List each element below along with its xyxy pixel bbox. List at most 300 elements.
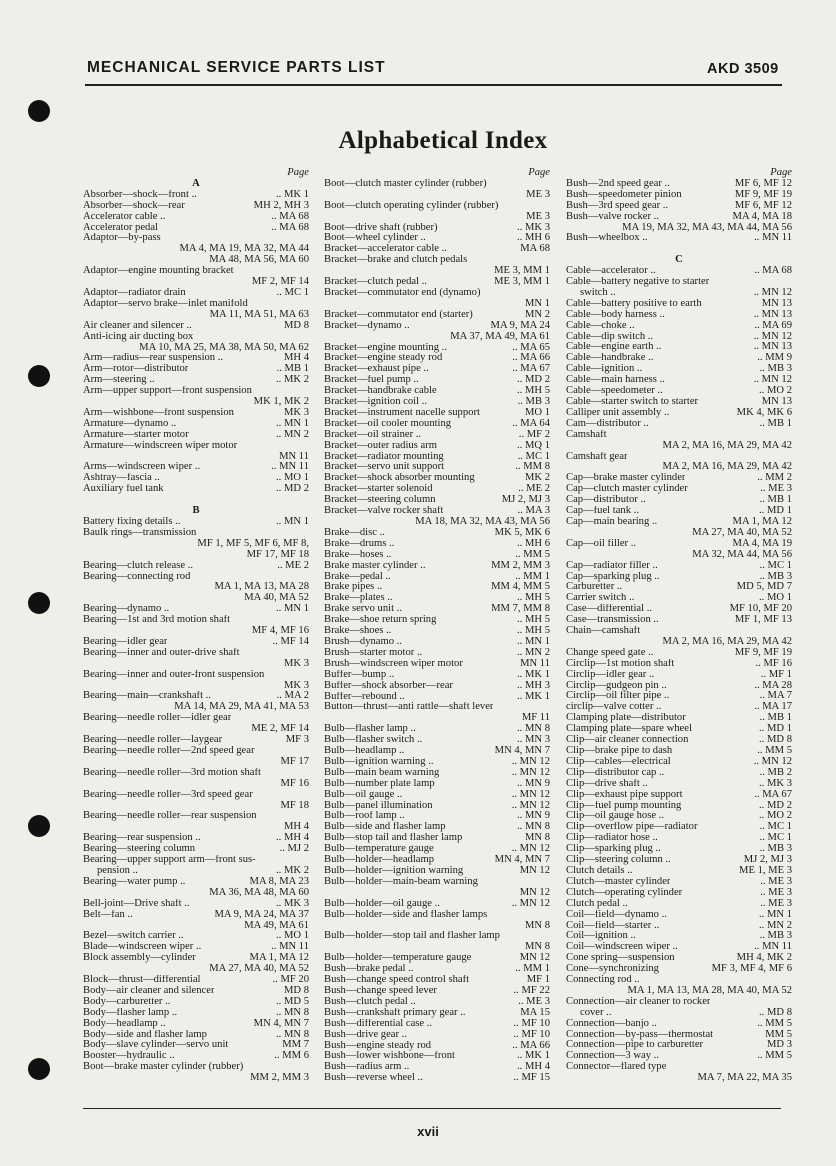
- entry-page-ref: .. ME 3: [760, 886, 792, 898]
- entry-name: Ashtray—fascia ..: [83, 473, 160, 484]
- entry-name: Bulb—holder—main-beam warning: [324, 876, 478, 887]
- entry-page-ref: MN 4, MN 7: [253, 1017, 309, 1029]
- entry-page-ref: .. MD 1: [759, 723, 792, 735]
- entry-name: Cable—engine earth ..: [566, 342, 662, 353]
- entry-name: Boot—clutch operating cylinder (rubber): [324, 200, 499, 211]
- entry-name: Bearing—dynamo ..: [83, 604, 170, 615]
- entry-page-ref: MK 3: [283, 657, 309, 669]
- index-entry: [566, 419, 792, 430]
- entry-page-ref: MA 8, MA 23: [249, 875, 309, 887]
- entry-name: Cap—brake master cylinder: [566, 473, 686, 484]
- index-entry: [324, 855, 550, 866]
- entry-name: Bracket—valve rocker shaft: [324, 506, 444, 517]
- entry-page-ref: .. MB 3: [759, 930, 792, 942]
- index-entry: [83, 790, 309, 801]
- entry-page-ref: MF 9, MF 19: [734, 646, 792, 658]
- entry-page-ref: MN 12: [519, 886, 550, 898]
- entry-name: Bush—radius arm ..: [324, 1062, 410, 1073]
- entry-page-ref: .. MA 68: [271, 210, 309, 222]
- entry-name: Clip—air cleaner connection: [566, 735, 689, 746]
- entry-name: Brush—starter motor ..: [324, 647, 423, 658]
- entry-page-ref: MK 1, MK 2: [253, 396, 309, 408]
- entry-page-ref: .. MN 12: [511, 843, 550, 855]
- index-entry: [83, 397, 309, 408]
- entry-name: Case—differential ..: [566, 604, 652, 615]
- entry-name: Bearing—main—crankshaft ..: [83, 691, 211, 702]
- index-entry: [324, 964, 550, 975]
- index-column-1: [83, 168, 309, 1084]
- entry-name: Cam—distributor ..: [566, 418, 649, 429]
- entry-page-ref: .. ME 3: [760, 875, 792, 887]
- entry-page-ref: .. MH 3: [517, 679, 550, 691]
- entry-page-ref: .. MD 8: [759, 734, 792, 746]
- entry-name: Connection—air cleaner to rocker: [566, 996, 711, 1007]
- index-entry: [324, 1030, 550, 1041]
- entry-page-ref: MA 40, MA 52: [244, 592, 309, 604]
- entry-name: Brake—pedal ..: [324, 571, 391, 582]
- entry-page-ref: .. MF 22: [513, 984, 550, 996]
- entry-name: Buffer—bump ..: [324, 669, 395, 680]
- entry-page-ref: MN 4, MN 7: [494, 854, 550, 866]
- index-entry: [83, 332, 309, 343]
- entry-name: Cap—radiator filler ..: [566, 560, 658, 571]
- entry-page-ref: MA 4, MA 18: [732, 210, 792, 222]
- entry-name: Clip—drive shaft ..: [566, 778, 648, 789]
- entry-page-ref: .. MO 2: [759, 810, 792, 822]
- entry-page-ref: .. MA 65: [512, 341, 550, 353]
- entry-page-ref: [544, 910, 550, 921]
- entry-name: Bracket—fuel pump ..: [324, 375, 419, 386]
- entry-page-ref: MJ 2, MJ 3: [501, 494, 550, 506]
- index-entry: [324, 910, 550, 921]
- entry-page-ref: MN 12: [519, 865, 550, 876]
- entry-page-ref: .. MF 20: [272, 974, 309, 986]
- entry-page-ref: .. MN 1: [759, 908, 792, 920]
- index-entry: [83, 637, 309, 648]
- entry-name: Block assembly—cylinder: [83, 953, 196, 964]
- entry-name: Bell-joint—Drive shaft ..: [83, 898, 190, 909]
- entry-page-ref: ME 1, ME 3: [739, 864, 792, 876]
- index-entry: [83, 648, 309, 659]
- entry-name: Bracket—commutator end (starter): [324, 309, 473, 320]
- entry-name: Bearing—1st and 3rd motion shaft: [83, 615, 231, 626]
- entry-page-ref: .. MN 8: [517, 723, 550, 735]
- entry-page-ref: .. ME 2: [277, 559, 309, 571]
- entry-name: Bush—differential case ..: [324, 1018, 433, 1029]
- entry-page-ref: MK 4, MK 6: [736, 406, 792, 418]
- entry-page-ref: MF 3, MF 4, MF 6: [711, 963, 792, 975]
- entry-page-ref: .. MM 9: [757, 352, 792, 364]
- index-entry: [324, 1073, 550, 1084]
- entry-page-ref: MA 27, MA 40, MA 52: [692, 526, 792, 538]
- index-entry: [83, 975, 309, 986]
- entry-page-ref: ME 3: [526, 210, 550, 222]
- entry-name: Cap—fuel tank ..: [566, 506, 639, 517]
- entry-name: Cable—starter switch to starter: [566, 397, 699, 408]
- entry-name: Clip—oil gauge hose ..: [566, 811, 664, 822]
- index-entry: [83, 811, 309, 822]
- entry-name: Cap—main bearing ..: [566, 516, 658, 527]
- entry-page-ref: .. MF 2: [518, 428, 550, 440]
- index-entry: [83, 441, 309, 452]
- entry-name: Bush—reverse wheel ..: [324, 1073, 423, 1084]
- index-entry: [83, 277, 309, 288]
- index-entry: [83, 899, 309, 910]
- entry-name: Chain—camshaft: [566, 626, 641, 637]
- entry-name: Clip—sparking plug ..: [566, 844, 661, 855]
- index-entry: [324, 441, 550, 452]
- entry-page-ref: .. MN 1: [517, 635, 550, 647]
- index-entry: [324, 190, 550, 201]
- entry-name: Bracket—radiator mounting: [324, 451, 444, 462]
- entry-page-ref: .. MF 10: [513, 1017, 550, 1029]
- index-entry: [566, 866, 792, 877]
- entry-name: Cone spring—suspension: [566, 953, 675, 964]
- entry-page-ref: .. MN 9: [517, 810, 550, 822]
- entry-name: Connecting rod ..: [566, 975, 640, 986]
- entry-page-ref: .. MQ 1: [517, 439, 550, 451]
- index-entry: [324, 790, 550, 801]
- entry-page-ref: MN 13: [761, 297, 792, 309]
- entry-name: Bracket—oil cooler mounting: [324, 418, 452, 429]
- index-entry: [324, 332, 550, 343]
- entry-page-ref: .. MN 12: [511, 766, 550, 778]
- entry-name: Cable—main harness ..: [566, 375, 665, 386]
- entry-page-ref: MM 2, MM 3: [491, 559, 550, 571]
- index-entry: [566, 702, 792, 713]
- entry-name: Bush—change speed control shaft: [324, 975, 470, 986]
- entry-name: Bracket—starter solenoid: [324, 484, 433, 495]
- index-entry: [566, 430, 792, 441]
- index-entry: [83, 746, 309, 757]
- index-column-2: [324, 168, 550, 1084]
- entry-name: Camshaft gear: [566, 451, 628, 462]
- entry-name: Coil—ignition ..: [566, 931, 636, 942]
- entry-name: Blade—windscreen wiper ..: [83, 942, 202, 953]
- entry-page-ref: ME 3: [526, 188, 550, 200]
- entry-page-ref: MF 17: [280, 755, 309, 767]
- entry-page-ref: MF 6, MF 12: [734, 177, 792, 189]
- entry-name: Cone—synchronizing: [566, 964, 659, 975]
- index-entry: [324, 561, 550, 572]
- index-entry: [324, 419, 550, 430]
- entry-page-ref: .. MM 1: [515, 963, 550, 975]
- index-entry: [324, 670, 550, 681]
- entry-page-ref: .. ME 3: [518, 995, 550, 1007]
- entry-page-ref: MF 1, MF 5, MF 6, MF 8,: [197, 537, 309, 549]
- entry-name: Clutch pedal ..: [566, 898, 628, 909]
- index-entry: [566, 408, 792, 419]
- entry-name: Arm—upper support—front suspension: [83, 386, 252, 397]
- entry-name: Bush—engine steady rod: [324, 1040, 432, 1051]
- entry-page-ref: MO 1: [524, 406, 550, 418]
- entry-page-ref: .. MN 12: [753, 374, 792, 386]
- entry-name: Bracket—steering column: [324, 495, 436, 506]
- entry-name: Boot—drive shaft (rubber): [324, 222, 438, 233]
- entry-name: Circlip—1st motion shaft: [566, 658, 675, 669]
- index-entry: [83, 801, 309, 812]
- entry-page-ref: MN 8: [524, 832, 550, 844]
- index-entry: [83, 604, 309, 615]
- entry-page-ref: .. MN 8: [517, 821, 550, 833]
- index-entry: [83, 735, 309, 746]
- entry-name: Bracket—handbrake cable: [324, 386, 437, 397]
- entry-name: circlip—valve cotter ..: [566, 702, 662, 713]
- entry-name: Clip—overflow pipe—radiator: [566, 822, 698, 833]
- entry-page-ref: .. MB 1: [276, 363, 309, 375]
- index-entry: [324, 866, 550, 877]
- entry-name: Clutch details ..: [566, 865, 633, 876]
- entry-page-ref: .. MB 3: [517, 396, 550, 408]
- index-entry: [566, 757, 792, 768]
- index-entry: [566, 1030, 792, 1041]
- entry-name: Bearing—idler gear: [83, 636, 168, 647]
- entry-name: Brake—disc ..: [324, 527, 385, 538]
- entry-page-ref: .. MM 5: [757, 1050, 792, 1062]
- index-entry: [324, 942, 550, 953]
- entry-name: Bush—change speed lever: [324, 985, 437, 996]
- entry-name: Bracket—dynamo ..: [324, 320, 410, 331]
- entry-page-ref: MA 27, MA 40, MA 52: [209, 963, 309, 975]
- index-entry: [566, 779, 792, 790]
- entry-name: Cap—distributor ..: [566, 495, 646, 506]
- index-entry: [566, 888, 792, 899]
- entry-page-ref: .. MO 1: [276, 472, 309, 484]
- entry-name: Bearing—needle roller—3rd speed gear: [83, 789, 253, 800]
- entry-name: Bush—crankshaft primary gear ..: [324, 1007, 466, 1018]
- entry-page-ref: .. MK 2: [276, 374, 309, 386]
- index-entry: [566, 670, 792, 681]
- entry-name: Bush—brake pedal ..: [324, 964, 414, 975]
- entry-page-ref: .. MN 1: [276, 603, 309, 615]
- entry-name: Bracket—accelerator cable ..: [324, 244, 447, 255]
- entry-page-ref: MK 3: [283, 406, 309, 418]
- entry-name: Brake servo unit ..: [324, 604, 402, 615]
- page-number: xvii: [417, 1124, 439, 1139]
- page-column-label: Page: [287, 167, 309, 178]
- entry-name: Bush—lower wishbone—front: [324, 1051, 455, 1062]
- entry-name: Bush—2nd speed gear ..: [566, 178, 670, 189]
- entry-name: Arms—windscreen wiper ..: [83, 462, 201, 473]
- entry-page-ref: MF 17, MF 18: [246, 548, 309, 560]
- entry-name: Clutch—master cylinder: [566, 876, 671, 887]
- entry-page-ref: .. MA 7: [759, 690, 792, 702]
- entry-name: Connector—flared type: [566, 1062, 667, 1073]
- entry-page-ref: .. MH 5: [517, 385, 550, 397]
- entry-page-ref: MA 18, MA 32, MA 43, MA 56: [415, 516, 550, 527]
- entry-page-ref: MF 3: [285, 734, 309, 746]
- entry-page-ref: MF 4, MF 16: [251, 625, 309, 637]
- entry-name: Cap—clutch master cylinder: [566, 484, 688, 495]
- entry-page-ref: MA 1, MA 13, MA 28, MA 40, MA 52: [627, 984, 792, 996]
- entry-page-ref: MF 6, MF 12: [734, 199, 792, 211]
- index-entry: [324, 1019, 550, 1030]
- entry-name: Connection—banjo ..: [566, 1018, 657, 1029]
- entry-name: Bearing—clutch release ..: [83, 560, 194, 571]
- entry-name: Bulb—flasher lamp ..: [324, 724, 416, 735]
- index-entry: [324, 648, 550, 659]
- entry-name: Body—side and flasher lamp: [83, 1029, 207, 1040]
- index-entry: [83, 255, 309, 266]
- index-entry: [83, 550, 309, 561]
- entry-page-ref: .. MK 1: [517, 690, 550, 702]
- entry-page-ref: .. MA 68: [754, 265, 792, 277]
- entry-name: Booster—hydraulic ..: [83, 1051, 175, 1062]
- entry-name: Bulb—number plate lamp: [324, 778, 435, 789]
- index-entry: [566, 441, 792, 452]
- section-letter: B: [192, 505, 200, 517]
- entry-page-ref: MA 48, MA 56, MA 60: [209, 254, 309, 266]
- entry-name: Coil—field—dynamo ..: [566, 909, 667, 920]
- index-entry: [324, 702, 550, 713]
- entry-name: Brush—dynamo ..: [324, 636, 402, 647]
- document-code: AKD 3509: [707, 61, 779, 77]
- entry-page-ref: MM 5: [765, 1028, 792, 1040]
- entry-page-ref: .. MN 12: [753, 286, 792, 298]
- entry-page-ref: .. MB 1: [759, 494, 792, 506]
- entry-page-ref: MA 19, MA 32, MA 43, MA 44, MA 56: [622, 221, 792, 233]
- entry-page-ref: MN 1: [524, 297, 550, 309]
- entry-page-ref: MD 5, MD 7: [736, 581, 792, 593]
- entry-name: Clip—brake pipe to dash: [566, 746, 673, 757]
- entry-page-ref: MH 4, MK 2: [736, 952, 792, 964]
- entry-page-ref: .. MC 1: [517, 450, 550, 462]
- entry-name: Change speed gate ..: [566, 647, 654, 658]
- entry-page-ref: MN 13: [761, 396, 792, 408]
- entry-name: Arm—steering ..: [83, 375, 155, 386]
- index-entry: [83, 353, 309, 364]
- entry-page-ref: .. MF 16: [755, 657, 792, 669]
- entry-page-ref: MA 11, MA 51, MA 63: [209, 308, 309, 320]
- entry-page-ref: .. MN 12: [511, 755, 550, 767]
- index-entry: [566, 964, 792, 975]
- index-entry: [566, 790, 792, 801]
- index-entry: [566, 1019, 792, 1030]
- entry-name: Cable—battery negative to starter: [566, 277, 710, 288]
- entry-page-ref: .. MM 2: [757, 472, 792, 484]
- header-title: MECHANICAL SERVICE PARTS LIST: [87, 59, 386, 76]
- entry-page-ref: .. MB 3: [759, 363, 792, 375]
- entry-page-ref: MA 14, MA 29, MA 41, MA 53: [174, 701, 309, 713]
- entry-page-ref: MN 2: [524, 308, 550, 320]
- entry-page-ref: .. MC 1: [276, 286, 309, 298]
- binder-hole-4: [28, 815, 50, 837]
- entry-page-ref: .. MH 6: [517, 232, 550, 244]
- entry-page-ref: MF 1, MF 13: [734, 614, 792, 626]
- entry-page-ref: .. ME 3: [760, 897, 792, 909]
- entry-name: Bush—valve rocker ..: [566, 211, 659, 222]
- entry-name: Bush—wheelbox ..: [566, 233, 648, 244]
- entry-name: Bracket—oil strainer ..: [324, 429, 422, 440]
- entry-name: Bulb—panel illumination: [324, 800, 433, 811]
- footer-rule: [83, 1108, 781, 1109]
- entry-page-ref: .. MN 1: [276, 515, 309, 527]
- entry-page-ref: .. MH 6: [517, 537, 550, 549]
- entry-name: Belt—fan ..: [83, 909, 133, 920]
- entry-name: Brush—windscreen wiper motor: [324, 658, 463, 669]
- entry-page-ref: .. MM 5: [515, 548, 550, 560]
- entry-page-ref: .. MK 1: [276, 188, 309, 200]
- entry-name: Circlip—idler gear ..: [566, 669, 655, 680]
- index-entry: [566, 201, 792, 212]
- index-entry: [83, 1019, 309, 1030]
- index-entry: [566, 561, 792, 572]
- entry-name: Anti-icing air ducting box: [83, 331, 194, 342]
- index-entry: [83, 702, 309, 713]
- entry-name: Adaptor—radiator drain: [83, 287, 186, 298]
- entry-page-ref: .. MM 6: [274, 1050, 309, 1062]
- entry-page-ref: MM 7: [282, 1039, 309, 1051]
- entry-page-ref: MA 49, MA 61: [244, 919, 309, 931]
- index-entry: [83, 1073, 309, 1084]
- entry-page-ref: MK 5, MK 6: [494, 526, 550, 538]
- entry-name: Bush—speedometer pinion: [566, 189, 682, 200]
- entry-page-ref: .. MN 12: [511, 788, 550, 800]
- entry-name: Bearing—needle roller—laygear: [83, 735, 223, 746]
- index-column-3: [566, 168, 792, 1084]
- index-entry: [566, 833, 792, 844]
- entry-name: Cable—body harness ..: [566, 309, 665, 320]
- entry-page-ref: .. MD 2: [517, 374, 550, 386]
- entry-page-ref: [303, 670, 309, 681]
- entry-name: Arm—wishbone—front suspension: [83, 407, 234, 418]
- index-entry: [83, 517, 309, 528]
- entry-page-ref: [786, 430, 792, 441]
- entry-name: Cable—ignition ..: [566, 364, 643, 375]
- entry-name: Bearing—inner and outer-drive shaft: [83, 647, 240, 658]
- entry-page-ref: .. MN 2: [276, 428, 309, 440]
- entry-page-ref: [303, 441, 309, 452]
- entry-name: Body—slave cylinder—servo unit: [83, 1040, 229, 1051]
- index-entry: [566, 288, 792, 299]
- entry-page-ref: MH 4: [283, 352, 309, 364]
- index-entry: [566, 921, 792, 932]
- entry-name: Buffer—rebound ..: [324, 691, 405, 702]
- entry-page-ref: .. MF 10: [513, 1028, 550, 1040]
- entry-name: Bulb—stop tail and flasher lamp: [324, 833, 463, 844]
- index-entry: [324, 462, 550, 473]
- entry-name: switch ..: [580, 287, 616, 298]
- entry-page-ref: .. MN 11: [754, 232, 792, 244]
- entry-name: Brake—drums ..: [324, 538, 395, 549]
- entry-page-ref: .. MK 3: [276, 897, 309, 909]
- entry-page-ref: MA 2, MA 16, MA 29, MA 42: [662, 439, 792, 451]
- entry-name: Cable—battery positive to earth: [566, 298, 702, 309]
- entry-page-ref: .. MK 1: [517, 668, 550, 680]
- entry-name: Absorber—shock—rear: [83, 200, 185, 211]
- entry-name: Bracket—ignition coil ..: [324, 397, 427, 408]
- entry-page-ref: .. MA 69: [754, 319, 792, 331]
- entry-page-ref: .. MO 1: [276, 930, 309, 942]
- entry-page-ref: .. MD 8: [759, 1006, 792, 1018]
- entry-name: Bracket—engine mounting ..: [324, 342, 447, 353]
- entry-name: Brake pipes ..: [324, 582, 383, 593]
- entry-name: Connection—by-pass—thermostat: [566, 1029, 714, 1040]
- entry-name: Buffer—shock absorber—rear: [324, 680, 453, 691]
- entry-name: Body—carburetter ..: [83, 996, 171, 1007]
- entry-name: Bulb—flasher switch ..: [324, 735, 423, 746]
- index-entry: [83, 910, 309, 921]
- entry-page-ref: ME 2, MF 14: [251, 723, 309, 735]
- index-entry: [566, 822, 792, 833]
- entry-name: Block—thrust—differential: [83, 975, 201, 986]
- entry-page-ref: .. MH 5: [517, 592, 550, 604]
- entry-page-ref: .. MA 3: [517, 505, 550, 517]
- entry-page-ref: .. MN 2: [517, 646, 550, 658]
- entry-name: Clamping plate—spare wheel: [566, 724, 692, 735]
- entry-name: Bearing—connecting rod: [83, 571, 191, 582]
- entry-name: Bracket—instrument nacelle support: [324, 407, 480, 418]
